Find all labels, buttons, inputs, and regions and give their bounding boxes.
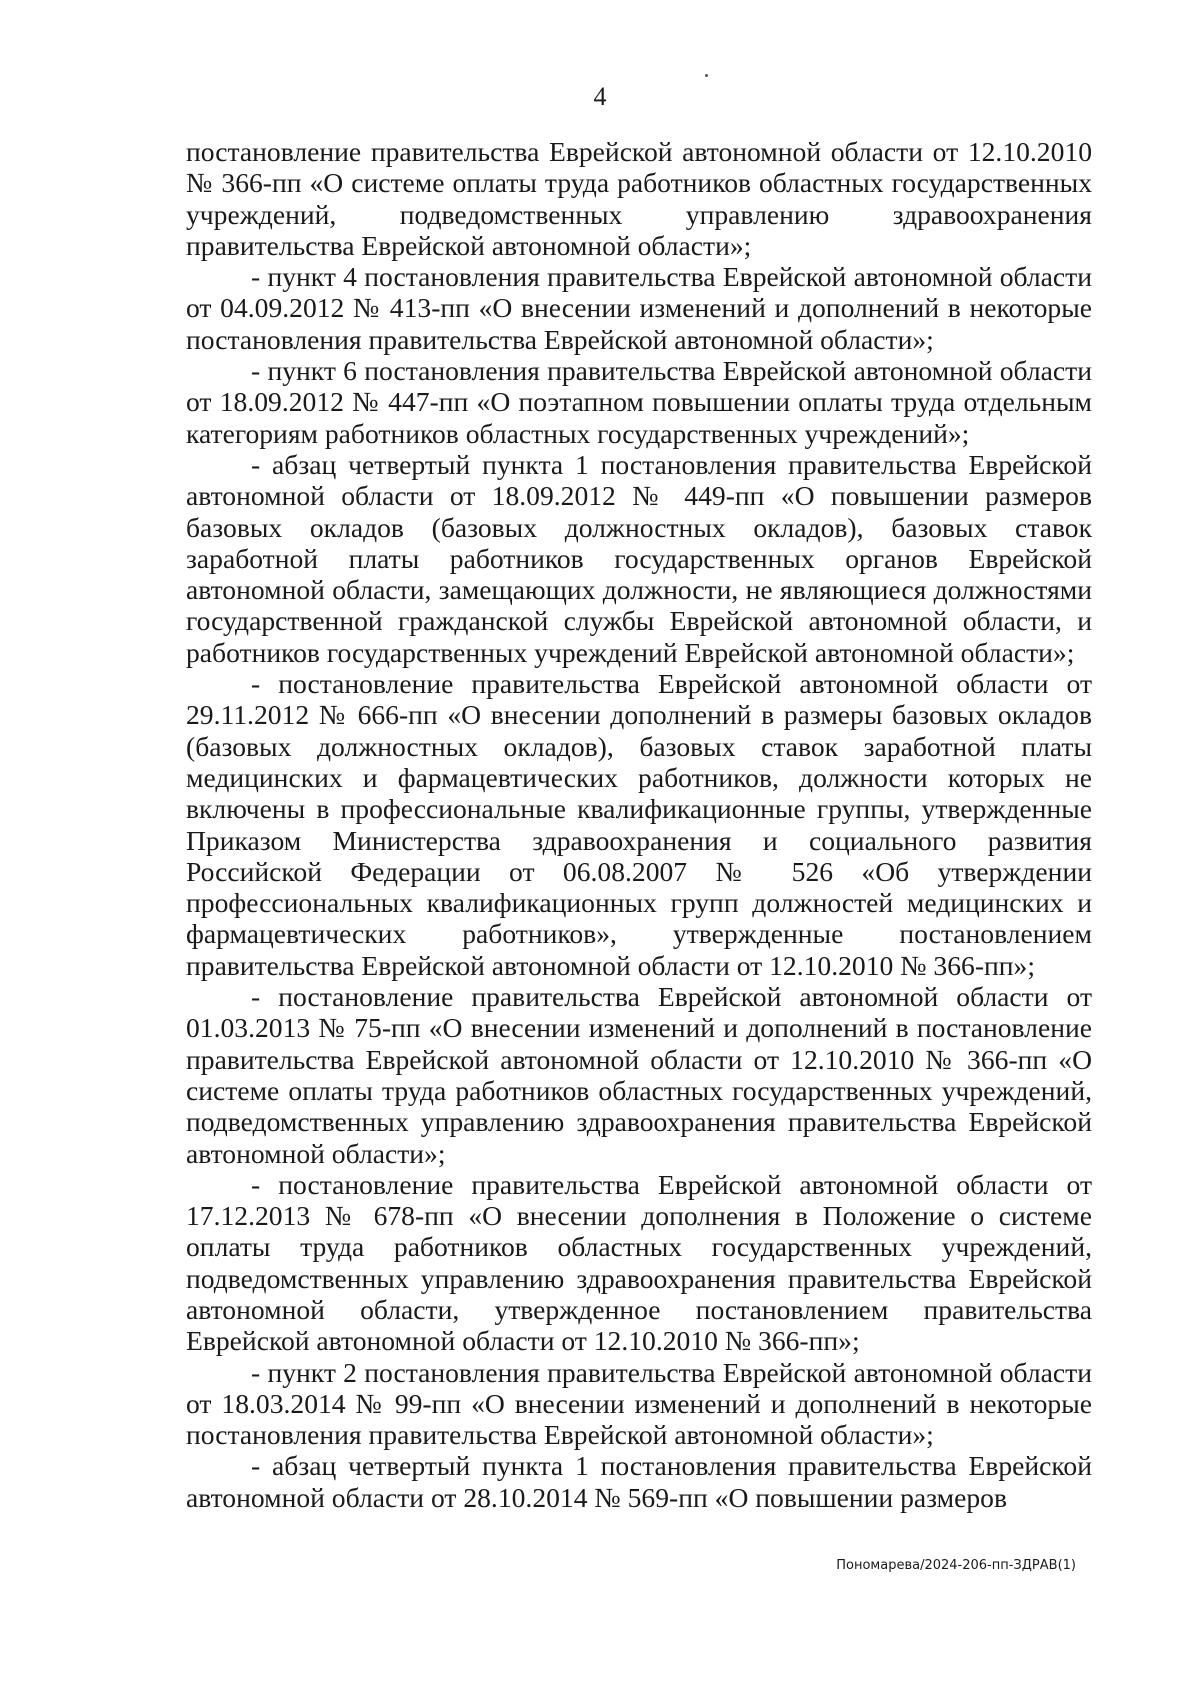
page-number: 4 — [593, 82, 607, 111]
paragraph-item: - пункт 4 постановления правительства Еврейской автономной области от 04.09.2012 № 413-пп «О внесении изменений и дополнений в некоторые постановления правительства Еврейской автономной области»; — [186, 261, 1092, 355]
paragraph-item: - постановление правительства Еврейской автономной области от 17.12.2013 № 678-пп «О внесении дополнения в Положение о системе оплаты труда работников областных государственных учреждений, подведомственных управлению здравоохранения правительства Еврейской автономной области, утвержденное постановлением правительства Еврейской автономной области от 12.10.2010 № 366-пп»; — [186, 1168, 1092, 1357]
paragraph-continuation: постановление правительства Еврейской автономной области от 12.10.2010 № 366-пп «О системе оплаты труда работников областных государственных учреждений, подведомственных управлению здравоохранения правительства Еврейской автономной области»; — [186, 136, 1092, 261]
paragraph-item: - постановление правительства Еврейской автономной области от 29.11.2012 № 666-пп «О внесении дополнений в размеры базовых окладов (базовых должностных окладов), базовых ставок заработной платы медицинских и фармацевтических работников, должности которых не включены в профессиональные квалификационные группы, утвержденные Приказом Министерства здравоохранения и социального развития Российской Федерации от 06.08.2007 № 526 «Об утверждении профессиональных квалификационных групп должностей медицинских и фармацевтических работников», утвержденные постановлением правительства Еврейской автономной области от 12.10.2010 № 366-пп»; — [186, 668, 1092, 981]
document-footer-code: Пономарева/2024-206-пп-ЗДРАВ(1) — [836, 1558, 1076, 1573]
scan-speck — [705, 74, 708, 77]
paragraph-item: - абзац четвертый пункта 1 постановления правительства Еврейской автономной области от 18.09.2012 № 449-пп «О повышении размеров базовых окладов (базовых должностных окладов), базовых ставок заработной платы работников государственных органов Еврейской автономной области, замещающих должности, не являющиеся должностями государственной гражданской службы Еврейской автономной области, и работников государственных учреждений Еврейской автономной области»; — [186, 448, 1092, 668]
paragraph-item: - пункт 6 постановления правительства Еврейской автономной области от 18.09.2012 № 447-пп «О поэтапном повышении оплаты труда отдельным категориям работников областных государственных учреждений»; — [186, 355, 1092, 449]
document-body — [186, 136, 1092, 1513]
paragraph-item: - постановление правительства Еврейской автономной области от 01.03.2013 № 75-пп «О внесении изменений и дополнений в постановление правительства Еврейской автономной области от 12.10.2010 № 366-пп «О системе оплаты труда работников областных государственных учреждений, подведомственных управлению здравоохранения правительства Еврейской автономной области»; — [186, 981, 1092, 1169]
paragraph-item: - абзац четвертый пункта 1 постановления правительства Еврейской автономной области от 28.10.2014 № 569-пп «О повышении размеров — [186, 1450, 1092, 1513]
paragraph-item: - пункт 2 постановления правительства Еврейской автономной области от 18.03.2014 № 99-пп «О внесении изменений и дополнений в некоторые постановления правительства Еврейской автономной области»; — [186, 1356, 1092, 1451]
